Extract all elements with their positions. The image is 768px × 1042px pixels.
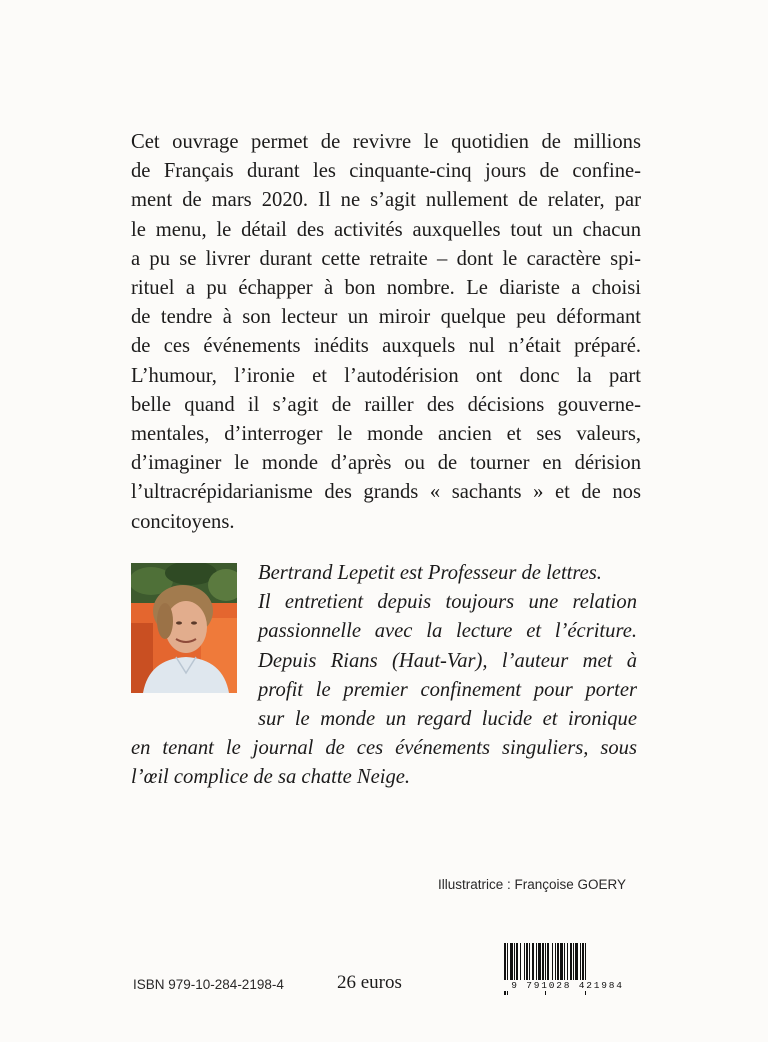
bio-line: en tenant le journal de ces événements singuliers, sous [131, 737, 637, 760]
summary-line: L’humour, l’ironie et l’autodérision ont donc la part [131, 364, 641, 387]
bio-line: sur le monde un regard lucide et ironique [258, 708, 637, 731]
summary-line: de ces événements inédits auxquels nul n’était préparé. [131, 335, 641, 358]
summary-line: Cet ouvrage permet de revivre le quotidien de millions [131, 131, 641, 153]
summary-line: ment de mars 2020. Il ne s’agit nullement de relater, par [131, 189, 641, 212]
price: 26 euros [337, 972, 402, 993]
author-biography [131, 559, 637, 793]
summary-line: mentales, d’interroger le monde ancien et ses valeurs, [131, 423, 641, 446]
illustrator-credit: Illustratrice : Françoise GOERY [438, 877, 627, 892]
bio-line: Il entretient depuis toujours une relation [258, 591, 637, 614]
summary-line: concitoyens. [131, 510, 235, 533]
isbn-number: ISBN 979-10-284-2198-4 [133, 977, 284, 992]
summary-line: belle quand il s’agit de railler des décisions gouverne- [131, 393, 641, 416]
summary-line: le menu, le détail des activités auxquelles tout un chacun [131, 218, 641, 241]
summary-line: rituel a pu échapper à bon nombre. Le diariste a choisi [131, 277, 641, 300]
book-summary [131, 128, 641, 537]
summary-line: de Français durant les cinquante-cinq jours de confine- [131, 160, 641, 183]
bio-line: l’œil complice de sa chatte Neige. [131, 766, 411, 789]
summary-line: d’imaginer le monde d’après ou de tourner en dérision [131, 452, 641, 475]
bio-line: profit le premier confinement pour porter [258, 678, 637, 701]
bio-line: passionnelle avec la lecture et l’écriture. [258, 620, 637, 643]
bio-line: Bertrand Lepetit est Professeur de lettres. [258, 562, 602, 584]
summary-line: de tendre à son lecteur un miroir quelque peu déformant [131, 306, 641, 329]
bio-line: Depuis Rians (Haut-Var), l’auteur met à [258, 649, 637, 672]
summary-line: a pu se livrer durant cette retraite – dont le caractère spi- [131, 247, 641, 270]
summary-line: l’ultracrépidarianisme des grands « sachants » et de nos [131, 481, 641, 504]
barcode-digits: 9 791028 421984 [500, 980, 635, 991]
